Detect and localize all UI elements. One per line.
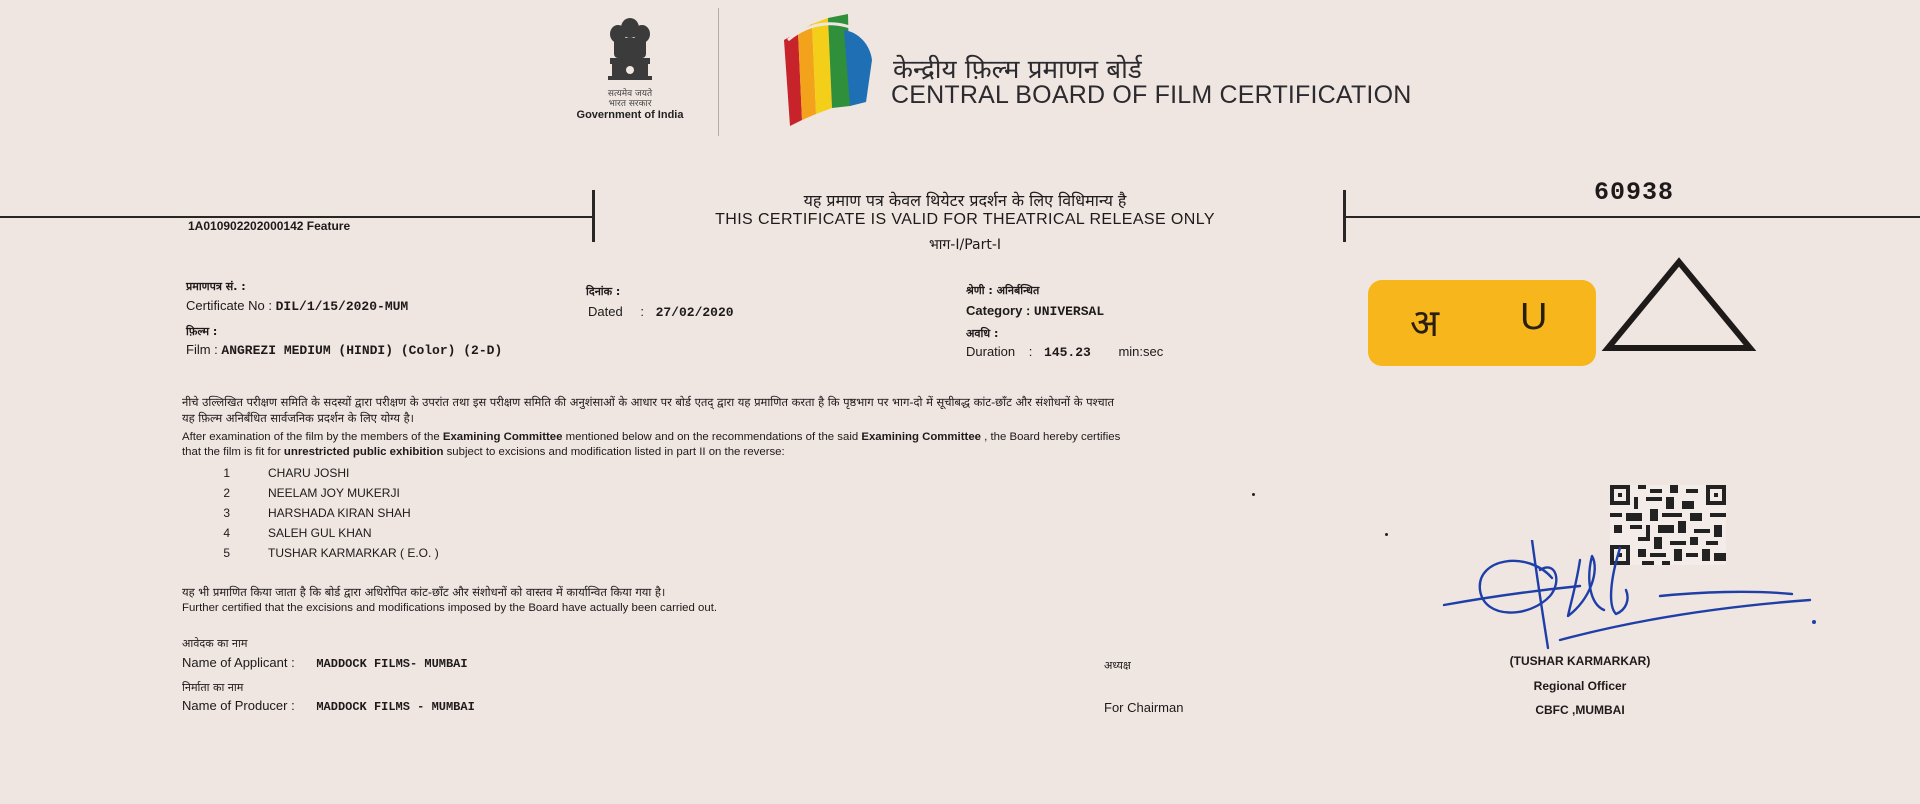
producer-value: MADDOCK FILMS - MUMBAI	[316, 700, 475, 714]
date-row	[588, 304, 734, 320]
cert-no-label: Certificate No :	[186, 298, 272, 313]
org-name-hi: केन्द्रीय फ़िल्म प्रमाणन बोर्ड	[893, 55, 1142, 85]
further-text-en: Further certified that the excisions and modifications imposed by the Board have actually been carried out.	[182, 602, 718, 614]
date-label-hi: दिनांक :	[586, 285, 621, 298]
producer-label: Name of Producer :	[182, 698, 295, 713]
date-value: 27/02/2020	[655, 305, 734, 320]
org-name-en: CENTRAL BOARD OF FILM CERTIFICATION	[891, 81, 1412, 109]
certificate-number: 60938	[1594, 178, 1675, 207]
duration-separator: :	[1028, 344, 1033, 359]
member-name: NEELAM JOY MUKERJI	[268, 486, 400, 500]
emblem-motto: सत्यमेव जयते	[607, 89, 653, 99]
date-label: Dated	[588, 304, 623, 319]
applicant-label-hi: आवेदक का नाम	[182, 637, 248, 650]
signatory-name: (TUSHAR KARMARKAR)	[1509, 654, 1651, 668]
emblem-country-en: Government of India	[576, 109, 684, 121]
category-value: UNIVERSAL	[1033, 304, 1105, 319]
member-name: CHARU JOSHI	[268, 466, 350, 480]
member-number: 2	[223, 486, 230, 500]
member-name: SALEH GUL KHAN	[268, 526, 372, 540]
applicant-label: Name of Applicant :	[182, 655, 295, 670]
film-label: Film :	[186, 342, 218, 357]
cert-no-value: DIL/1/15/2020-MUM	[275, 299, 409, 314]
chairman-hi: अध्यक्ष	[1104, 659, 1131, 672]
government-emblem	[570, 14, 690, 132]
applicant-row	[182, 655, 468, 671]
certify-text-en-2: that the film is fit for unrestricted public exhibition subject to excisions and modification listed in part II on the reverse:	[182, 446, 785, 458]
chairman-en: For Chairman	[1104, 700, 1184, 715]
duration-row	[966, 344, 1163, 360]
member-number: 4	[223, 526, 230, 540]
ink-speck	[1252, 493, 1255, 496]
member-name: HARSHADA KIRAN SHAH	[268, 506, 411, 520]
film-row	[186, 342, 502, 358]
category-label-hi: श्रेणी : अनिर्बन्धित	[966, 284, 1040, 297]
rating-hindi: अ	[1410, 301, 1440, 345]
film-label-hi: फ़िल्म :	[186, 325, 218, 338]
cert-no-row	[186, 298, 408, 314]
emblem-country-hi: भारत सरकार	[608, 99, 652, 109]
validity-en: THIS CERTIFICATE IS VALID FOR THEATRICAL RELEASE ONLY	[715, 211, 1215, 228]
duration-label: Duration	[966, 344, 1016, 359]
duration-label-hi: अवधि :	[966, 327, 999, 340]
duration-unit: min:sec	[1118, 344, 1164, 359]
film-value: ANGREZI MEDIUM (HINDI) (Color) (2-D)	[221, 343, 503, 358]
member-number: 3	[223, 506, 230, 520]
category-label: Category :	[966, 303, 1031, 318]
member-number: 1	[223, 466, 230, 480]
member-name: TUSHAR KARMARKAR ( E.O. )	[268, 546, 439, 560]
band-line-right	[1346, 216, 1920, 218]
rating-badge	[1368, 280, 1596, 366]
producer-row	[182, 698, 475, 714]
cert-no-label-hi: प्रमाणपत्र सं. :	[186, 280, 246, 293]
applicant-value: MADDOCK FILMS- MUMBAI	[316, 657, 468, 671]
certify-text-hi-2: यह फ़िल्म अनिर्बंधित सार्वजनिक प्रदर्शन के लिए योग्य है।	[182, 411, 414, 425]
certify-text-en-1: After examination of the film by the members of the Examining Committee mentioned below and on the recommendations of the said Examining Committee , the Board hereby certifies	[182, 431, 1121, 443]
certify-text-hi-1: नीचे उल्लिखित परीक्षण समिति के सदस्यों द्वारा परीक्षण के उपरांत तथा इस परीक्षण समिति की अनुशंसाओं के आधार पर बोर्ड एतद् द्वारा यह प्रमाणित करता है कि पृष्ठभाग पर भाग-दो में सूचीबद्ध कांट-छाँट और संशोधनों के पश्चात	[182, 395, 1115, 409]
signatory-role: Regional Officer	[1533, 679, 1627, 693]
duration-value: 145.23	[1044, 345, 1091, 360]
part-label: भाग-I/Part-I	[928, 237, 1002, 253]
member-number: 5	[223, 546, 230, 560]
signature	[1440, 540, 1820, 660]
ink-speck	[1385, 533, 1388, 536]
ashoka-lion-icon	[600, 14, 660, 88]
header-divider	[718, 8, 719, 136]
band-tick-left	[592, 190, 595, 242]
certificate-reference: 1A010902202000142 Feature	[188, 219, 351, 233]
band-line-left	[0, 216, 592, 218]
triangle-symbol-icon	[1600, 254, 1758, 356]
validity-hi: यह प्रमाण पत्र केवल थियेटर प्रदर्शन के लिए विधिमान्य है	[803, 191, 1127, 210]
producer-label-hi: निर्माता का नाम	[182, 681, 244, 694]
cbfc-logo-icon	[778, 10, 878, 136]
date-separator: :	[640, 304, 644, 319]
signatory-office: CBFC ,MUMBAI	[1535, 703, 1625, 717]
category-row	[966, 303, 1104, 319]
further-text-hi: यह भी प्रमाणित किया जाता है कि बोर्ड द्वारा अधिरोपित कांट-छाँट और संशोधनों को वास्तव में कार्यान्वित किया गया है।	[182, 585, 666, 599]
rating-english: U	[1520, 296, 1548, 338]
